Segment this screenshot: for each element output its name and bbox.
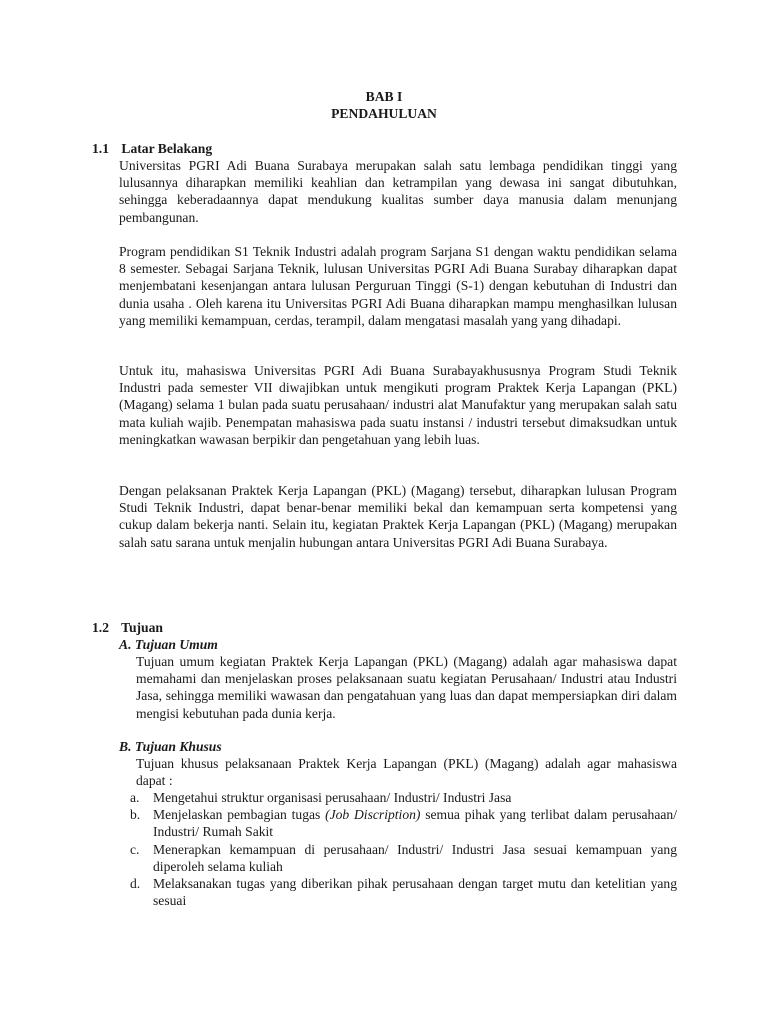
list-marker: d. xyxy=(130,876,141,892)
paragraph: Tujuan umum kegiatan Praktek Kerja Lapangan (PKL) (Magang) adalah agar mahasiswa dapat memahami dan menjelaskan proses pelaksanaan suatu kegiatan Perusahaan/ Industri atau Industri Jasa, sehingga memiliki wawasan dan pengatahuan yang luas dan dapat mempersiapkan diri dalam mengisi kebutuhan pada dunia kerja. xyxy=(136,654,677,721)
list-item-text: Menerapkan kemampuan di perusahaan/ Industri/ Industri Jasa sesuai kemampuan yang diperoleh selama kuliah xyxy=(153,841,677,874)
paragraph: Universitas PGRI Adi Buana Surabaya merupakan salah satu lembaga pendidikan tinggi yang lulusannya diharapkan memiliki keahlian dan ketrampilan yang dewasa ini sangat dibutuhkan, sehingga keberadaannya dapat mendukung kualitas sumber daya manusia dalam menunjang pembangunan. xyxy=(119,158,677,225)
list-marker: a. xyxy=(130,790,140,805)
list-item xyxy=(130,789,677,806)
section-title: Tujuan xyxy=(121,620,163,635)
list-marker: c. xyxy=(130,841,140,857)
chapter-heading xyxy=(0,88,768,122)
paragraph: Untuk itu, mahasiswa Universitas PGRI Adi Buana Surabayakhususnya Program Studi Teknik Industri pada semester VII diwajibkan untuk mengikuti program Praktek Kerja Lapangan (PKL) (Magang) selama 1 bulan pada suatu perusahaan/ industri alat Manufaktur yang merupakan salah satu mata kuliah wajib. Penempatan mahasiswa pada suatu instansi / industri tersebut dimaksudkan untuk meningkatkan wawasan berpikir dan pengetahuan yang lebih luas. xyxy=(119,363,677,447)
paragraph: Tujuan khusus pelaksanaan Praktek Kerja Lapangan (PKL) (Magang) adalah agar mahasiswa dapat : xyxy=(136,756,677,789)
section-heading-tujuan xyxy=(92,619,163,636)
list-marker: b. xyxy=(130,807,141,823)
chapter-title: PENDAHULUAN xyxy=(331,106,437,122)
subsection-heading-tujuan-umum: A. Tujuan Umum xyxy=(119,637,218,652)
list-item-text: Menjelaskan pembagian tugas xyxy=(153,807,326,823)
objectives-list xyxy=(130,789,677,909)
list-item-text: semua pihak yang terlibat dalam perusahaan/ Industri/ Rumah Sakit xyxy=(153,807,677,840)
section-title: Latar Belakang xyxy=(121,141,213,156)
list-item-text: Melaksanakan tugas yang diberikan pihak perusahaan dengan target mutu dan ketelitian yang sesuai xyxy=(153,876,677,909)
list-item xyxy=(130,875,677,909)
chapter-number: BAB I xyxy=(365,89,403,104)
list-item xyxy=(130,806,677,840)
paragraph: Dengan pelaksanan Praktek Kerja Lapangan (PKL) (Magang) tersebut, diharapkan lulusan Program Studi Teknik Industri, dapat benar-benar memiliki bekal dan kemampuan serta kompetensi yang cukup dalam bekerja nanti. Selain itu, kegiatan Praktek Kerja Lapangan (PKL) (Magang) merupakan salah satu sarana untuk menjalin hubungan antara Universitas PGRI Adi Buana Surabaya. xyxy=(119,483,677,550)
subsection-heading-tujuan-khusus: B. Tujuan Khusus xyxy=(119,739,222,754)
paragraph: Program pendidikan S1 Teknik Industri adalah program Sarjana S1 dengan waktu pendidikan selama 8 semester. Sebagai Sarjana Teknik, lulusan Universitas PGRI Adi Buana Surabay diharapkan dapat menjembatani kesenjangan antara lulusan Perguruan Tinggi (S-1) dengan kebutuhan di Industri dan dunia usaha . Oleh karena itu Universitas PGRI Adi Buana diharapkan mampu menghasilkan lulusan yang memiliki kemampuan, cerdas, terampil, dalam mengatasi masalah yang yang dihadapi. xyxy=(119,244,677,328)
list-item xyxy=(130,841,677,875)
section-number: 1.2 xyxy=(92,620,109,635)
list-item-text: Mengetahui struktur organisasi perusahaan/ Industri/ Industri Jasa xyxy=(153,790,512,805)
section-heading-latar-belakang xyxy=(92,140,212,157)
list-item-italic-text: (Job Discription) xyxy=(325,807,421,823)
section-number: 1.1 xyxy=(92,141,109,156)
